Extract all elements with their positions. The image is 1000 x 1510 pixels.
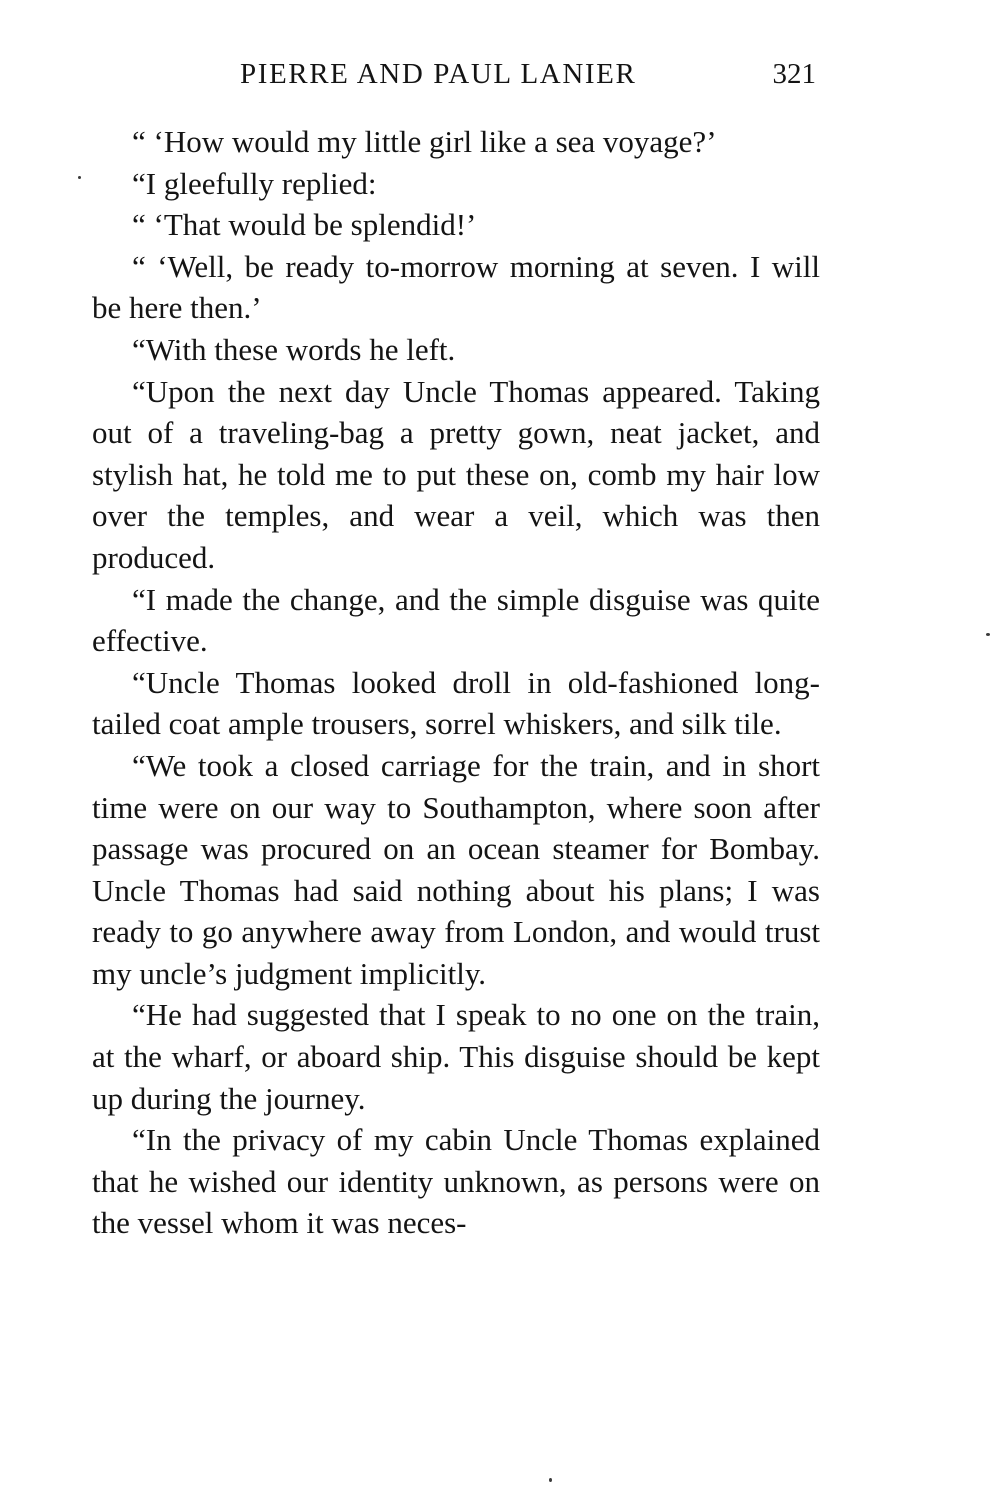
paragraph-6: “Upon the next day Uncle Thomas appeared. Taking out of a traveling-bag a pretty gown, neat jacket, and stylish hat, he told me to put these on, comb my hair low over the temples, and wear a veil, which was then produced.	[92, 373, 820, 575]
body-text	[92, 121, 820, 1244]
paragraph-7: “I made the change, and the simple disguise was quite effective.	[92, 581, 820, 659]
paragraph-5: “With these words he left.	[132, 331, 456, 367]
running-header	[92, 58, 820, 102]
paragraph-11: “In the privacy of my cabin Uncle Thomas explained that he wished our identity unknown, as persons were on the vessel whom it was neces-	[92, 1122, 820, 1241]
scan-speck	[986, 633, 990, 636]
running-title: PIERRE AND PAUL LANIER	[240, 58, 637, 90]
scan-speck	[78, 176, 81, 179]
paragraph-2: “I gleefully replied:	[132, 165, 377, 201]
paragraph-1: “ ‘How would my little girl like a sea voyage?’	[132, 124, 717, 159]
scan-speck	[549, 1478, 552, 1482]
paragraph-4: “ ‘Well, be ready to-morrow morning at seven. I will be here then.’	[92, 248, 820, 326]
paragraph-3: “ ‘That would be splendid!’	[132, 207, 477, 243]
paragraph-10: “He had suggested that I speak to no one on the train, at the wharf, or aboard ship. This disguise should be kept up during the journey.	[92, 997, 820, 1116]
paragraph-9: “We took a closed carriage for the train, and in short time were on our way to Southampton, where soon after passage was procured on an ocean steamer for Bombay. Uncle Thomas had said nothing about his plans; I was ready to go anywhere away from London, and would trust my uncle’s judgment implicitly.	[92, 747, 820, 991]
page-number: 321	[772, 58, 816, 90]
paragraph-8: “Uncle Thomas looked droll in old-fashioned long-tailed coat ample trousers, sorrel whiskers, and silk tile.	[92, 664, 820, 742]
